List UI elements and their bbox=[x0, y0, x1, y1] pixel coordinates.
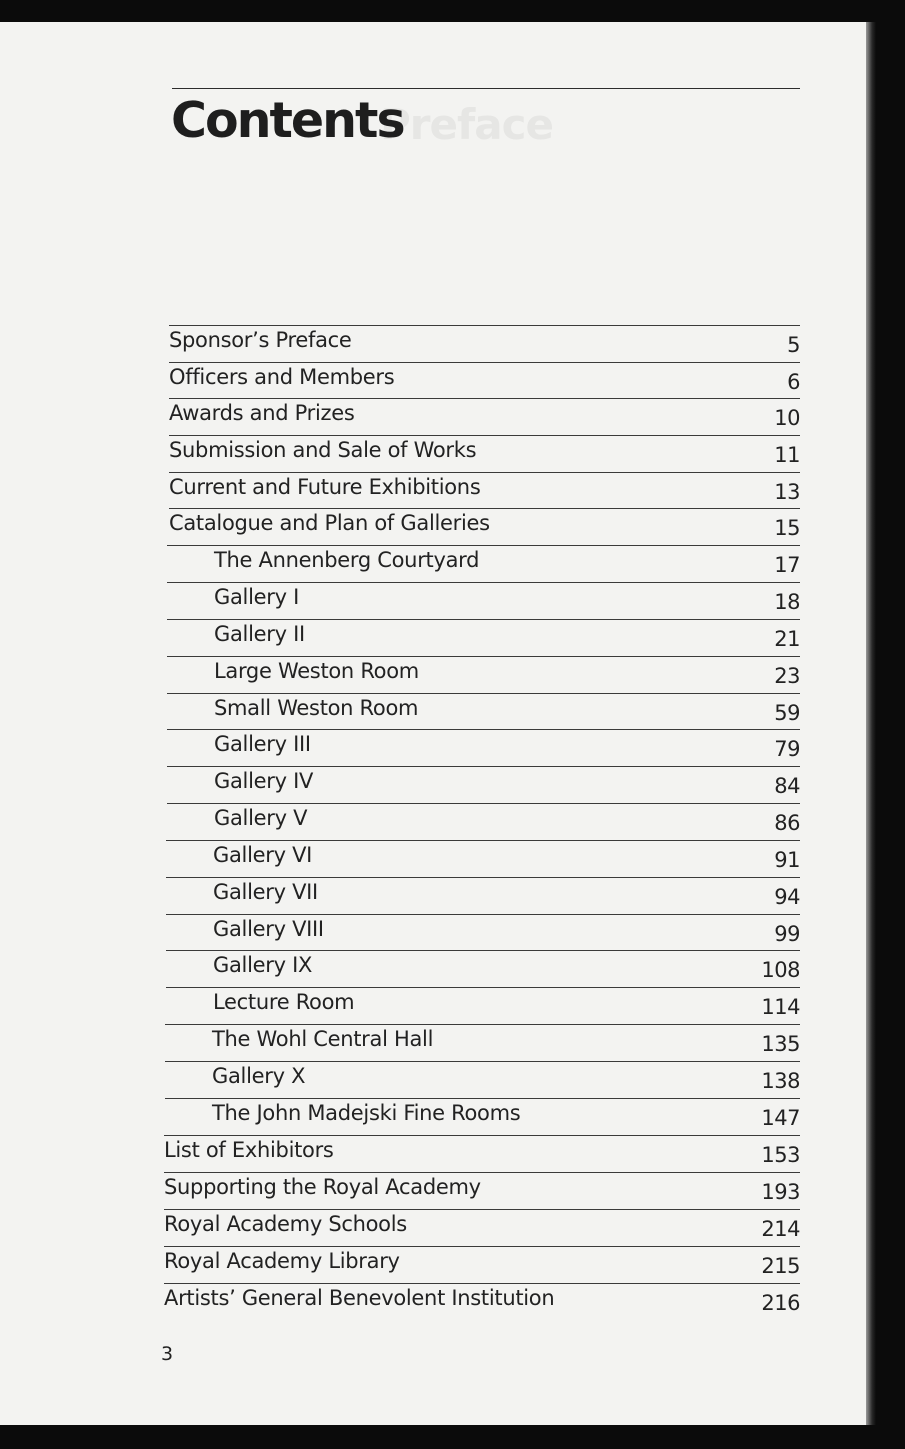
toc-entry-page: 11 bbox=[774, 443, 800, 467]
toc-entry-label: Artists’ General Benevolent Institution bbox=[164, 1286, 555, 1310]
toc-entry-label: The Wohl Central Hall bbox=[212, 1027, 434, 1051]
toc-entry-page: 10 bbox=[774, 406, 800, 430]
toc-entry-page: 18 bbox=[774, 590, 800, 614]
toc-subentry bbox=[166, 950, 800, 986]
toc-entry-label: Small Weston Room bbox=[214, 696, 419, 720]
toc-entry bbox=[164, 1135, 800, 1171]
toc-entry-page: 79 bbox=[774, 737, 800, 761]
toc-entry-page: 86 bbox=[774, 811, 800, 835]
toc-entry-label: Gallery VII bbox=[213, 880, 318, 904]
toc-entry-label: Lecture Room bbox=[213, 990, 355, 1014]
show-through-heading: Preface bbox=[380, 100, 553, 149]
toc-entry-page: 193 bbox=[761, 1180, 800, 1204]
toc-entry-label: Large Weston Room bbox=[214, 659, 419, 683]
toc-subentry bbox=[167, 729, 800, 765]
toc-entry-label: Awards and Prizes bbox=[169, 401, 355, 425]
toc-entry-page: 94 bbox=[774, 885, 800, 909]
toc-entry-label: Gallery V bbox=[214, 806, 308, 830]
toc-entry-page: 215 bbox=[761, 1254, 800, 1278]
toc-entry-label: Sponsor’s Preface bbox=[169, 328, 352, 352]
toc-subentry bbox=[167, 545, 800, 581]
toc-entry-label: Royal Academy Schools bbox=[164, 1212, 407, 1236]
toc-entry-page: 114 bbox=[761, 995, 800, 1019]
toc-entry-page: 5 bbox=[787, 333, 800, 357]
toc-subentry bbox=[165, 1061, 800, 1097]
toc-entry-page: 153 bbox=[761, 1143, 800, 1167]
toc-entry bbox=[169, 398, 800, 434]
toc-entry-label: The Annenberg Courtyard bbox=[214, 548, 480, 572]
toc-entry bbox=[169, 508, 800, 544]
toc-entry bbox=[164, 1246, 800, 1282]
toc-entry bbox=[164, 1172, 800, 1208]
page-title: Contents bbox=[171, 92, 404, 149]
toc-entry-label: Submission and Sale of Works bbox=[169, 438, 477, 462]
toc-entry-label: Catalogue and Plan of Galleries bbox=[169, 511, 490, 535]
toc-subentry bbox=[165, 1098, 800, 1134]
toc-entry bbox=[169, 325, 800, 361]
toc-entry bbox=[169, 362, 800, 398]
toc-entry-page: 214 bbox=[761, 1217, 800, 1241]
toc-entry-page: 6 bbox=[787, 370, 800, 394]
toc-entry-label: Gallery VIII bbox=[213, 917, 324, 941]
toc-entry-page: 147 bbox=[761, 1106, 800, 1130]
toc-entry-page: 216 bbox=[761, 1291, 800, 1315]
toc-entry-label: Gallery I bbox=[214, 585, 299, 609]
toc-entry-label: Current and Future Exhibitions bbox=[169, 475, 481, 499]
toc-subentry bbox=[166, 840, 800, 876]
toc-entry-page: 21 bbox=[774, 627, 800, 651]
toc-subentry bbox=[167, 582, 800, 618]
toc-entry-label: Supporting the Royal Academy bbox=[164, 1175, 481, 1199]
toc-entry-label: Gallery IV bbox=[214, 769, 314, 793]
toc-entry-page: 91 bbox=[774, 848, 800, 872]
toc-subentry bbox=[166, 987, 800, 1023]
toc-entry-page: 23 bbox=[774, 664, 800, 688]
page-number: 3 bbox=[161, 1343, 174, 1365]
toc-entry-label: Gallery II bbox=[214, 622, 305, 646]
toc-entry-page: 84 bbox=[774, 774, 800, 798]
toc-entry bbox=[164, 1283, 800, 1319]
toc-subentry bbox=[167, 803, 800, 839]
toc-entry-page: 108 bbox=[761, 958, 800, 982]
toc-entry-page: 15 bbox=[774, 516, 800, 540]
toc-subentry bbox=[166, 914, 800, 950]
toc-entry-label: Gallery VI bbox=[213, 843, 313, 867]
toc-entry-label: Gallery III bbox=[214, 732, 311, 756]
toc-subentry bbox=[167, 619, 800, 655]
toc-entry-page: 138 bbox=[761, 1069, 800, 1093]
toc-entry-page: 99 bbox=[774, 922, 800, 946]
toc-entry bbox=[169, 435, 800, 471]
toc-entry-label: Gallery IX bbox=[213, 953, 313, 977]
toc-entry bbox=[164, 1209, 800, 1245]
toc-subentry bbox=[166, 877, 800, 913]
toc-entry bbox=[169, 472, 800, 508]
toc-subentry bbox=[167, 693, 800, 729]
toc-entry-page: 13 bbox=[774, 480, 800, 504]
toc-subentry bbox=[167, 656, 800, 692]
toc-entry-label: Royal Academy Library bbox=[164, 1249, 400, 1273]
toc-subentry bbox=[165, 1024, 800, 1060]
toc-entry-page: 17 bbox=[774, 553, 800, 577]
toc-entry-label: List of Exhibitors bbox=[164, 1138, 334, 1162]
toc-subentry bbox=[167, 766, 800, 802]
toc-entry-label: Gallery X bbox=[212, 1064, 306, 1088]
toc-entry-label: Officers and Members bbox=[169, 365, 395, 389]
toc-entry-page: 59 bbox=[774, 701, 800, 725]
toc-entry-page: 135 bbox=[761, 1032, 800, 1056]
toc-entry-label: The John Madejski Fine Rooms bbox=[212, 1101, 521, 1125]
